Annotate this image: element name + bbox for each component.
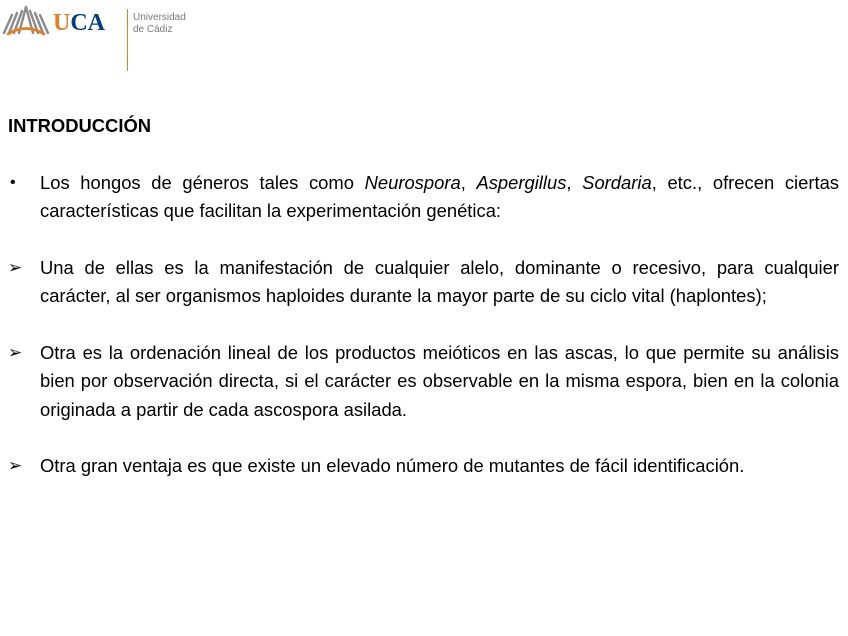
uca-wordmark-ca: CA bbox=[70, 10, 106, 36]
uca-logo bbox=[2, 3, 222, 69]
point-haploid bbox=[8, 254, 839, 311]
section-heading: INTRODUCCIÓN bbox=[8, 115, 152, 136]
logo-divider bbox=[127, 9, 128, 71]
point-linear-order-text: Otra es la ordenación lineal de los productos meióticos en las ascas, lo que permite su análisis bien por observación directa, si el carácter es observable en la misma espora, bien en la colonia originada a partir de cada ascospora asilada. bbox=[40, 341, 839, 420]
intro-text-part1: Los hongos de géneros tales como bbox=[40, 171, 365, 193]
point-haploid-text: Una de ellas es la manifestación de cualquier alelo, dominante o recesivo, para cualquier carácter, al ser organismos haploides durante la mayor parte de su ciclo vital (haplontes); bbox=[40, 256, 839, 306]
intro-text-part2: , etc., ofrecen ciertas características que facilitan la experimentación genética: bbox=[40, 171, 839, 221]
uca-wordmark bbox=[53, 11, 105, 35]
point-mutants-text: Otra gran ventaja es que existe un elevado número de mutantes de fácil identificación. bbox=[40, 455, 745, 476]
intro-text bbox=[40, 169, 839, 226]
point-mutants bbox=[8, 452, 839, 481]
university-name-line2: de Cádiz bbox=[133, 24, 173, 35]
uca-emblem-icon bbox=[2, 3, 50, 37]
arrow-bullet-icon: ➢ bbox=[8, 342, 23, 362]
intro-bullet bbox=[8, 169, 839, 226]
point-linear-order bbox=[8, 339, 839, 425]
university-name bbox=[133, 12, 186, 36]
genus-sordaria: Sordaria bbox=[582, 171, 652, 193]
intro-sep1: , bbox=[460, 171, 477, 193]
intro-sep2: , bbox=[566, 171, 583, 193]
university-name-line1: Universidad bbox=[133, 12, 186, 23]
arrow-bullet-icon: ➢ bbox=[8, 257, 23, 277]
genus-aspergillus: Aspergillus bbox=[476, 171, 567, 193]
bullet-dot-icon: • bbox=[10, 173, 16, 191]
uca-wordmark-u: U bbox=[53, 10, 71, 36]
arrow-bullet-icon: ➢ bbox=[8, 456, 23, 475]
slide-content bbox=[8, 112, 839, 509]
genus-neurospora: Neurospora bbox=[364, 171, 461, 193]
